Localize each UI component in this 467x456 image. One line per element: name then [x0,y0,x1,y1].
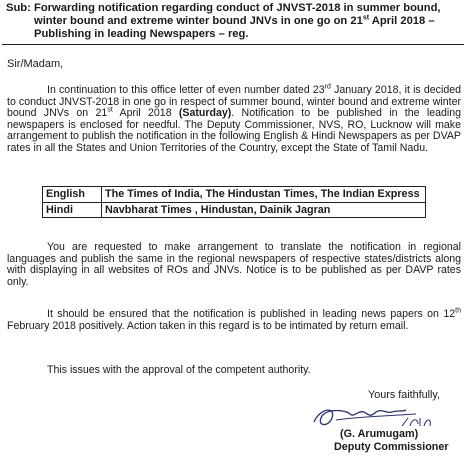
language-cell: Hindi [43,202,102,218]
paragraph-translation [7,242,461,288]
signer-block [334,428,449,454]
signer-name: (G. Arumugam) [340,428,419,440]
table-row [43,202,426,218]
header-divider [2,44,464,45]
paragraph-approval-text: This issues with the approval of the competent authority. [47,364,311,376]
language-cell: English [43,187,102,203]
paragraph-approval [7,365,461,377]
table-row [43,187,426,203]
closing: Yours faithfully, [368,389,441,401]
subject-block [6,2,462,41]
paragraph-continuation: In continuation to this office letter of even number dated 23rd January 2018, it is decided to conduct JNVST-2018 in one go in respect of summer bound, winter bound and extreme winter bound JNVs on 21st April 2018 (Saturday). Notification to be published in the leading newspapers is enclosed for needful. The Deputy Commissioner, NVS, RO, Lucknow will make arrangement to publish the notification in the following English & Hindi Newspapers as per DVAP rates in all the States and Union Territories of the Country, except the State of Tamil Nadu. [7,83,462,154]
subject-text: Forwarding notification regarding conduct of JNVST-2018 in summer bound, winter bound and extreme winter bound JNVs in one go on 21st April 2018 – Publishing in leading Newspapers – reg. [34,2,441,40]
subject-label: Sub: [6,2,31,14]
newspaper-table [42,186,426,218]
papers-cell: The Times of India, The Hindustan Times, The Indian Express [102,187,426,203]
papers-cell: Navbharat Times , Hindustan, Dainik Jagran [102,202,426,218]
salutation: Sir/Madam, [7,58,64,70]
paragraph-publication-date: It should be ensured that the notification is published in leading news papers on 12th February 2018 positively. Action taken in this regard is to be intimated by return email. [7,307,461,332]
signer-title: Deputy Commissioner [334,441,449,453]
paragraph-translation-text: You are requested to make arrangement to translate the notification in regional languages and publish the same in the regional newspapers of respective states/districts along with displaying in all websites of ROs and JNVs. Notice is to be published as per DAVP rates only. [7,241,461,288]
